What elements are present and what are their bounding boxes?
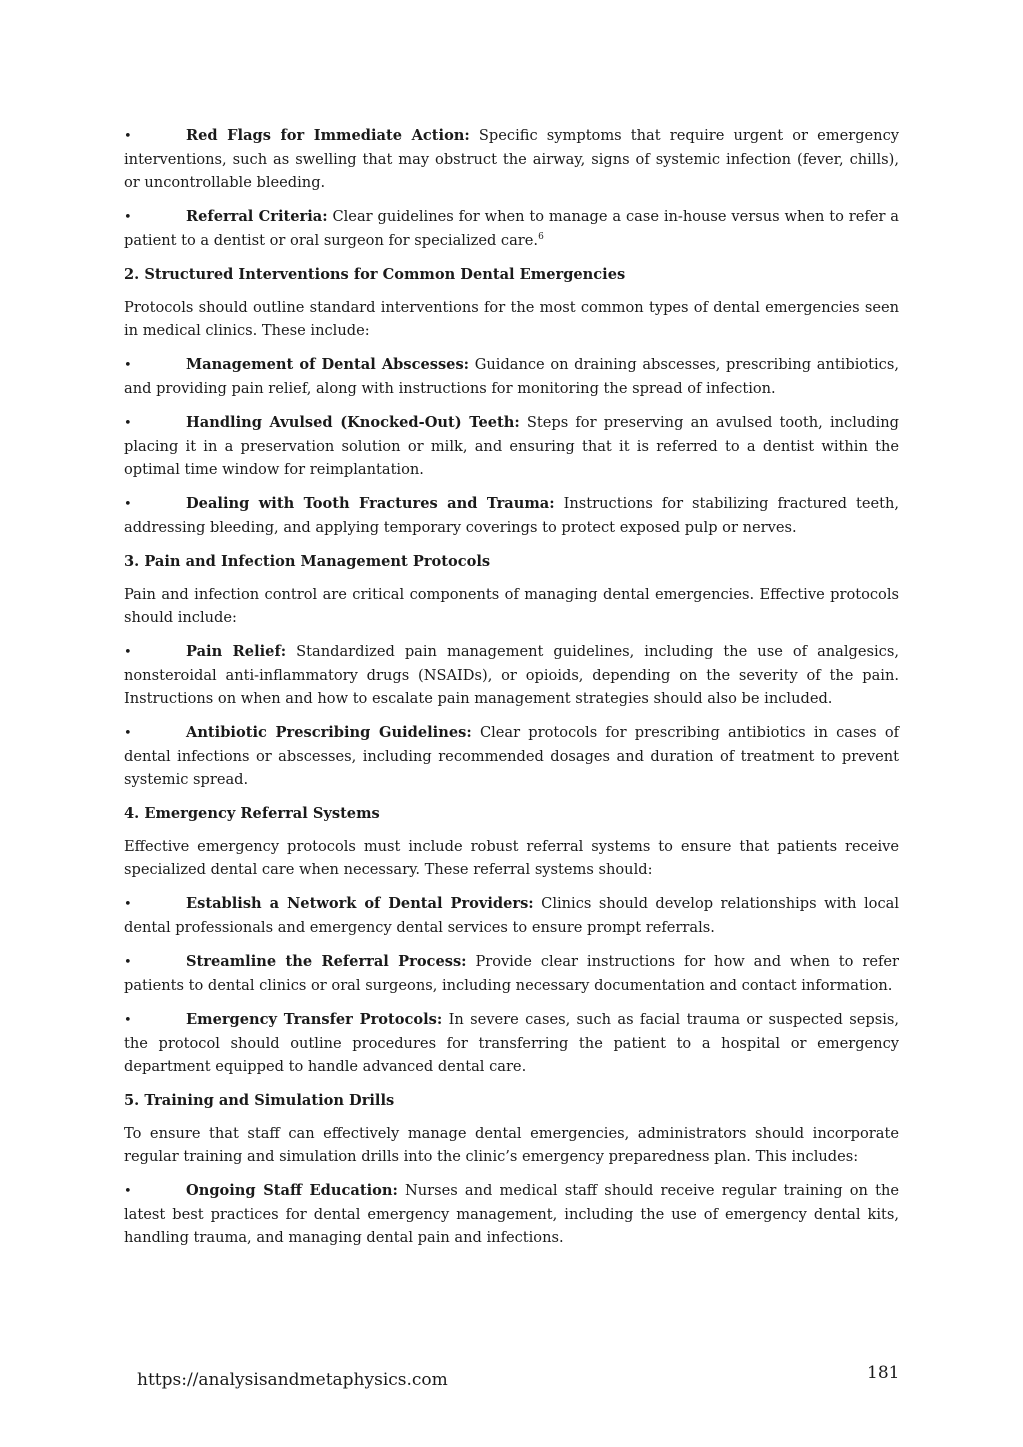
bullet-icon: • <box>124 129 132 144</box>
list-item-text: Clear guidelines for when to manage a case in-house versus when to refer a patient to a dentist or oral surgeon for specialized care. <box>124 208 899 249</box>
section-heading: 4. Emergency Referral Systems <box>124 805 380 822</box>
list-item-term: Establish a Network of Dental Providers: <box>186 895 534 912</box>
footer-url-link[interactable]: https://analysisandmetaphysics.com <box>137 1370 448 1390</box>
section-heading: 5. Training and Simulation Drills <box>124 1092 395 1109</box>
list-item-term: Ongoing Staff Education: <box>186 1182 398 1199</box>
list-item-term: Emergency Transfer Protocols: <box>186 1011 443 1028</box>
bullet-icon: • <box>124 416 132 431</box>
list-item-term: Streamline the Referral Process: <box>186 953 467 970</box>
bullet-icon: • <box>124 897 132 912</box>
list-item-text: In severe cases, such as facial trauma or suspected sepsis, the protocol should outline procedures for transferring the patient to a hospital or emergency department equipped to handle advanced dental care. <box>124 1011 899 1075</box>
bullet-icon: • <box>124 726 132 741</box>
bullet-icon: • <box>124 645 132 660</box>
list-item-text: Specific symptoms that require urgent or emergency interventions, such as swelling that may obstruct the airway, signs of systemic infection (fever, chills), or uncontrollable bleeding. <box>124 127 899 191</box>
list-item-text: Provide clear instructions for how and when to refer patients to dental clinics or oral surgeons, including necessary documentation and contact information. <box>124 953 899 994</box>
paragraph: Protocols should outline standard interventions for the most common types of dental emergencies seen in medical clinics. These include: <box>124 299 899 339</box>
bullet-icon: • <box>124 210 132 225</box>
section-heading: 2. Structured Interventions for Common Dental Emergencies <box>124 266 626 283</box>
list-item <box>124 353 899 400</box>
list-item-term: Referral Criteria: <box>186 208 328 225</box>
paragraph: Effective emergency protocols must include robust referral systems to ensure that patients receive specialized dental care when necessary. These referral systems should: <box>124 838 899 878</box>
paragraph: To ensure that staff can effectively manage dental emergencies, administrators should incorporate regular training and simulation drills into the clinic’s emergency preparedness plan. This includes: <box>124 1125 899 1165</box>
list-item-text: Standardized pain management guidelines, including the use of analgesics, nonsteroidal anti-inflammatory drugs (NSAIDs), or opioids, depending on the severity of the pain. Instructions on when and how to escalate pain management strategies should also be included. <box>124 643 899 707</box>
list-item-text: Clinics should develop relationships with local dental professionals and emergency dental services to ensure prompt referrals. <box>124 895 899 936</box>
bullet-icon: • <box>124 497 132 512</box>
list-item-text: Instructions for stabilizing fractured teeth, addressing bleeding, and applying temporary coverings to protect exposed pulp or nerves. <box>124 495 899 536</box>
list-item <box>124 411 899 481</box>
bullet-icon: • <box>124 1184 132 1199</box>
list-item-term: Dealing with Tooth Fractures and Trauma: <box>186 495 555 512</box>
list-item-text: Clear protocols for prescribing antibiotics in cases of dental infections or abscesses, including recommended dosages and duration of treatment to prevent systemic spread. <box>124 724 900 788</box>
list-item <box>124 1179 899 1249</box>
page-number: 181 <box>867 1363 900 1383</box>
list-item <box>124 721 899 791</box>
bullet-icon: • <box>124 1013 132 1028</box>
list-item <box>124 492 899 539</box>
section-heading: 3. Pain and Infection Management Protocols <box>124 553 491 570</box>
list-item-term: Handling Avulsed (Knocked-Out) Teeth: <box>186 414 520 431</box>
list-item-term: Management of Dental Abscesses: <box>186 356 470 373</box>
list-item <box>124 892 899 939</box>
bullet-icon: • <box>124 955 132 970</box>
list-item <box>124 640 899 710</box>
bullet-icon: • <box>124 358 132 373</box>
list-item <box>124 205 899 252</box>
list-item-term: Red Flags for Immediate Action: <box>186 127 470 144</box>
list-item <box>124 124 899 194</box>
list-item-term: Antibiotic Prescribing Guidelines: <box>186 724 472 741</box>
list-item-term: Pain Relief: <box>186 643 287 660</box>
list-item <box>124 950 899 997</box>
footnote-reference[interactable]: 6 <box>538 232 544 243</box>
list-item-text: Nurses and medical staff should receive regular training on the latest best practices for dental emergency management, including the use of emergency dental kits, handling trauma, and managing dental pain and infections. <box>124 1182 899 1246</box>
paragraph: Pain and infection control are critical components of managing dental emergencies. Effective protocols should include: <box>124 586 899 626</box>
page-content <box>124 124 899 1260</box>
list-item <box>124 1008 899 1078</box>
list-item-text: Steps for preserving an avulsed tooth, including placing it in a preservation solution or milk, and ensuring that it is referred to a dentist within the optimal time window for reimplantation. <box>124 414 900 478</box>
list-item-text: Guidance on draining abscesses, prescribing antibiotics, and providing pain relief, along with instructions for monitoring the spread of infection. <box>124 356 899 397</box>
